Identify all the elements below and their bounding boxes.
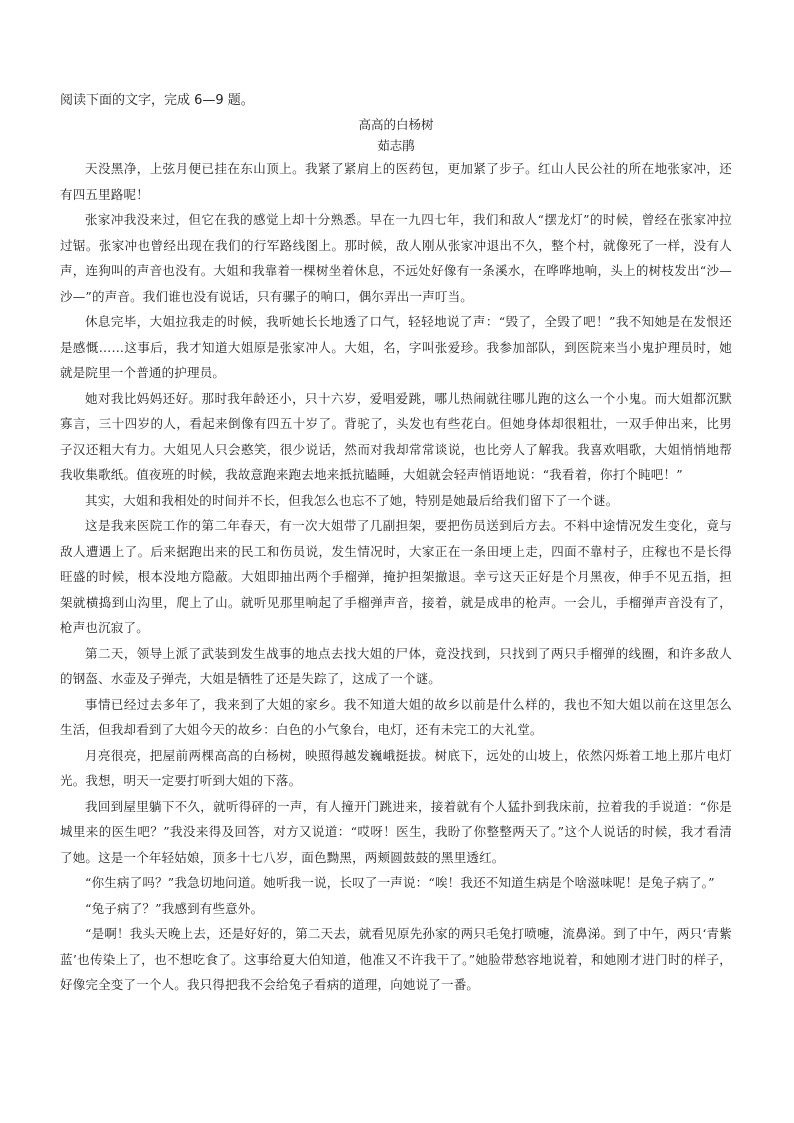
article-author: 茹志鹃 xyxy=(377,138,415,153)
paragraph-12: “兔子病了？”我感到有些意外。 xyxy=(85,900,264,916)
paragraph-3: 休息完毕，大姐拉我走的时候，我听她长长地透了口气，轻轻地说了声：“毁了，全毁了吧！”我不知她是在发恨还是感慨……这事后，我才知道大姐原是张家冲人。大姐，名，字叫张爱珍。我参加部队，到医院来当小鬼护理员时，她就是院里一个普通的护理员。 xyxy=(60,314,732,380)
paragraph-6: 这是我来医院工作的第二年春天，有一次大姐带了几副担架，要把伤员送到后方去。不料中途情况发生变化，竟与敌人遭遇上了。后来据跑出来的民工和伤员说，发生情况时，大家正在一条田埂上走，四面不靠村子，庄稼也不是长得旺盛的时候，根本没地方隐蔽。大姐即抽出两个手榴弹，掩护担架撤退。幸亏这天正好是个月黑夜，伸手不见五指，担架就横捣到山沟里，爬上了山。就听见那里响起了手榴弹声音，接着，就是成串的枪声。一会儿，手榴弹声音没有了，枪声也沉寂了。 xyxy=(60,518,732,635)
paragraph-2: 张家冲我没来过，但它在我的感觉上却十分熟悉。早在一九四七年，我们和敌人“摆龙灯”的时候，曾经在张家冲拉过锯。张家冲也曾经出现在我们的行军路线图上。那时候，敌人刚从张家冲退出不久，整个村，就像死了一样，没有人声，连狗叫的声音也没有。大姐和我靠着一棵树坐着休息，不远处好像有一条溪水，在哗哗地响，头上的树枝发出“沙—沙—”的声音。我们谁也没有说话，只有骡子的响口，偶尔弄出一声叮当。 xyxy=(60,212,732,304)
paragraph-7: 第二天，领导上派了武装到发生战事的地点去找大姐的尸体，竟没找到，只找到了两只手榴弹的线圈，和许多敌人的钢盔、水壶及子弹壳，大姐是牺牲了还是失踪了，这成了一个谜。 xyxy=(60,645,732,686)
document-page xyxy=(60,90,732,998)
paragraph-5: 其实，大姐和我相处的时间并不长，但我怎么也忘不了她，特别是她最后给我们留下了一个谜。 xyxy=(85,492,619,508)
paragraph-10: 我回到屋里躺下不久，就听得砰的一声，有人撞开门跳进来，接着就有个人猛扑到我床前，拉着我的手说道：“你是城里来的医生吧？”我没来得及回答，对方又说道：“哎呀！医生，我盼了你整整两天了。”这个人说话的时候，我才看清了她。这是一个年轻姑娘，顶多十七八岁，面色黝黑，两颊圆鼓鼓的黑里透红。 xyxy=(60,798,732,865)
paragraph-13: “是啊！我头天晚上去，还是好好的，第二天去，就看见原先孙家的两只毛兔打喷嚏，流鼻涕。到了中午，两只‘青紫蓝’也传染上了，也不想吃食了。这事给夏大伯知道，他准又不许我干了。”她脸带愁容地说着，和她刚才进门时的样子，好像完全变了一个人。我只得把我不会给兔子看病的道理，向她说了一番。 xyxy=(60,926,732,992)
paragraph-8: 事情已经过去多年了，我来到了大姐的家乡。我不知道大姐的故乡以前是什么样的，我也不知大姐以前在这里怎么生活，但我却看到了大姐今天的故乡：白色的小气象台，电灯，还有未完工的大礼堂。 xyxy=(60,696,732,737)
paragraph-4: 她对我比妈妈还好。那时我年龄还小，只十六岁，爱唱爱跳，哪儿热闹就往哪儿跑的这么一个小鬼。而大姐都沉默寡言，三十四岁的人，看起来倒像有四五十岁了。背驼了，头发也有些花白。但她身体却很粗壮，一双手伸出来，比男子汉还粗大有力。大姐见人只会憨笑，很少说话，然而对我却常常谈说，也比旁人了解我。我喜欢唱歌，大姐悄悄地帮我收集歌纸。值夜班的时候，我故意跑来跑去地来抵抗瞌睡，大姐就会轻声悄语地说：“我看着，你打个盹吧！” xyxy=(60,390,732,482)
paragraph-11: “你生病了吗？”我急切地问道。她听我一说，长叹了一声说：“唉！我还不知道生病是个啥滋味呢！是兔子病了。” xyxy=(85,875,715,890)
paragraph-9: 月亮很亮，把屋前两棵高高的白杨树，映照得越发巍峨挺拔。树底下，远处的山坡上，依然闪烁着工地上那片电灯光。我想，明天一定要打听到大姐的下落。 xyxy=(60,747,732,788)
question-instruction: 阅读下面的文字，完成 6—9 题。 xyxy=(60,93,254,108)
article-title: 高高的白杨树 xyxy=(358,117,434,132)
paragraph-1: 天没黑净，上弦月便已挂在东山顶上。我紧了紧肩上的医药包，更加紧了步子。红山人民公社的所在地张家冲，还有四五里路呢！ xyxy=(60,161,732,202)
